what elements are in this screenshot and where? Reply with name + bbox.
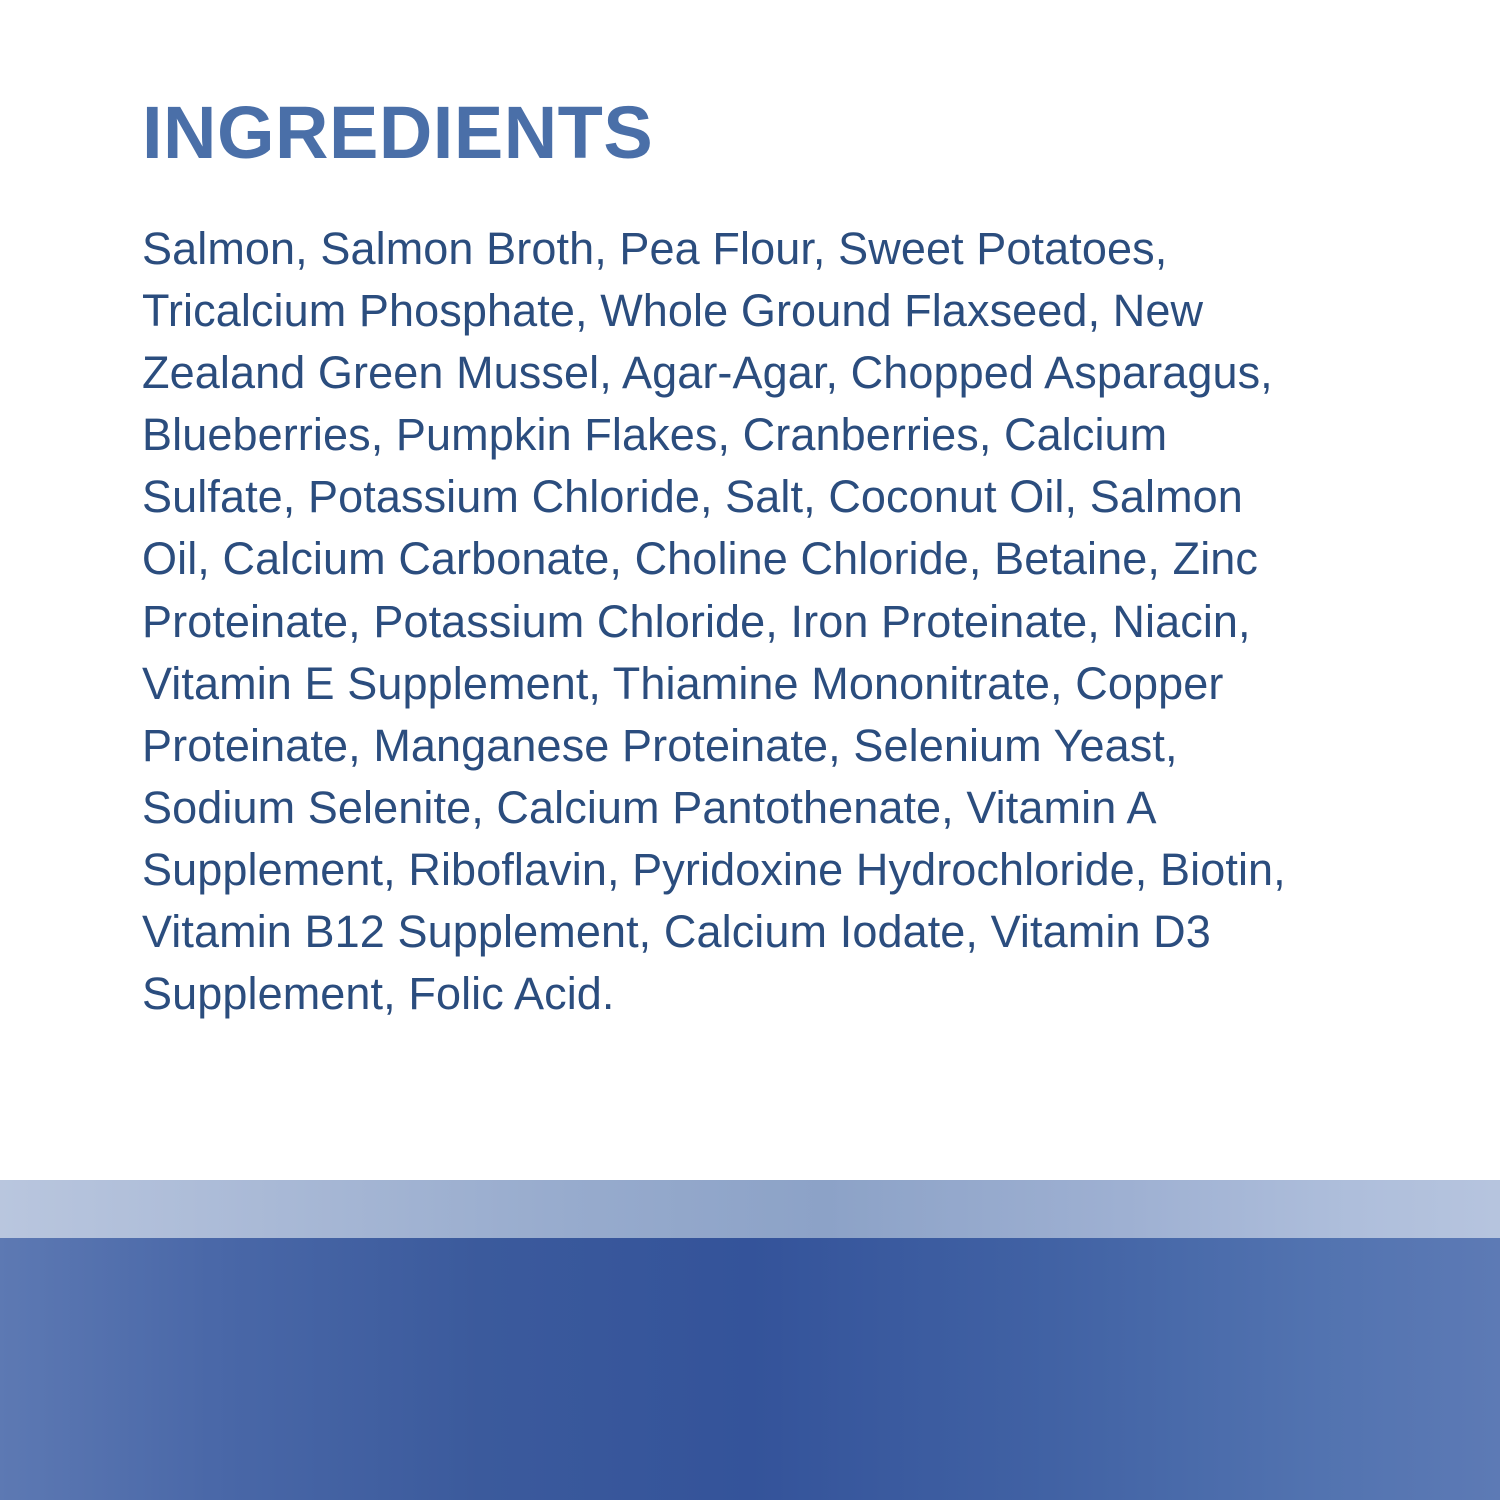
footer-color-band (0, 1180, 1500, 1500)
footer-band-light-stripe (0, 1180, 1500, 1238)
content-area (142, 91, 1322, 1025)
page-title: INGREDIENTS (142, 91, 654, 174)
footer-band-dark-stripe (0, 1238, 1500, 1500)
ingredients-paragraph: Salmon, Salmon Broth, Pea Flour, Sweet Potatoes, Tricalcium Phosphate, Whole Ground Flaxseed, New Zealand Green Mussel, Agar-Agar, Chopped Asparagus, Blueberries, Pumpkin Flakes, Cranberries, Calcium Sulfate, Potassium Chloride, Salt, Coconut Oil, Salmon Oil, Calcium Carbonate, Choline Chloride, Betaine, Zinc Proteinate, Potassium Chloride, Iron Proteinate, Niacin, Vitamin E Supplement, Thiamine Mononitrate, Copper Proteinate, Manganese Proteinate, Selenium Yeast, Sodium Selenite, Calcium Pantothenate, Vitamin A Supplement, Riboflavin, Pyridoxine Hydrochloride, Biotin, Vitamin B12 Supplement, Calcium Iodate, Vitamin D3 Supplement, Folic Acid. (142, 223, 1286, 1020)
